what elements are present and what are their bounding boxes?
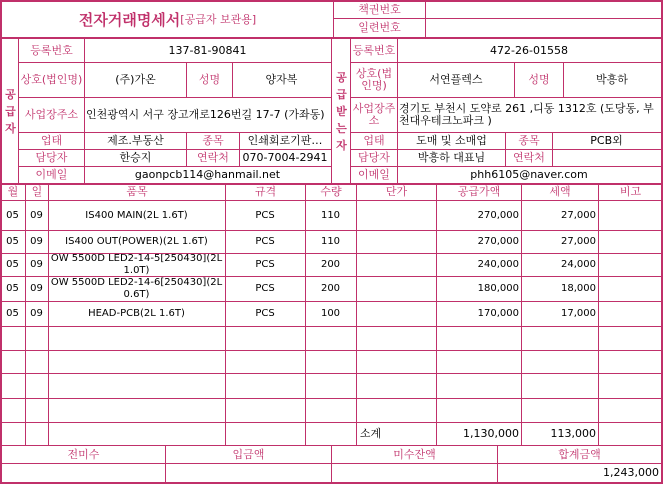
supplier-email: gaonpcb114@hanmail.net <box>134 168 281 181</box>
receiver-address: 경기도 부천시 도약로 261 ,디동 1312호 (도당동, 부천대우테크노파크 ) <box>399 102 654 127</box>
v-line <box>305 183 306 446</box>
receiver-company: 서연플렉스 <box>429 73 483 86</box>
supplier-phone: 070-7004-2941 <box>242 151 328 164</box>
supplier-reg-no: 137-81-90841 <box>168 43 247 57</box>
cell-supply: 270,000 <box>477 236 519 247</box>
cell-tax: 27,000 <box>561 209 596 221</box>
cell-note <box>600 201 660 230</box>
deposit-label: 입금액 <box>232 447 265 461</box>
cell-item: HEAD-PCB(2L 1.6T) <box>88 308 185 319</box>
cell-day: 09 <box>30 209 43 221</box>
cell-item: IS400 MAIN(2L 1.6T) <box>85 209 188 221</box>
receiver-name: 박흥하 <box>596 73 628 86</box>
cell-qty: 110 <box>320 209 341 221</box>
receiver-biz-item: PCB외 <box>590 134 623 147</box>
v-line <box>225 183 226 446</box>
col-note-header: 비고 <box>619 185 642 198</box>
supplier-biz-type: 제조.부동산 <box>107 134 164 147</box>
col-qty-header: 수량 <box>320 185 342 198</box>
v-line <box>598 183 599 446</box>
deposit <box>166 464 329 482</box>
cell-unit_price <box>358 302 434 326</box>
cell-day: 09 <box>30 259 43 270</box>
supplier-biz-type-label: 업태 <box>40 134 63 147</box>
supplier-name: 양자복 <box>265 73 298 86</box>
col-item-header: 품목 <box>126 185 148 198</box>
receiver-side-label: 공급받는자 <box>336 70 347 152</box>
v-line <box>48 183 49 446</box>
cell-qty: 100 <box>320 308 341 319</box>
cell-supply: 270,000 <box>477 209 519 221</box>
cell-item: OW 5500D LED2-14-5[250430](2L 1.0T) <box>50 254 223 276</box>
supplier-name-label: 성명 <box>198 73 221 86</box>
receiver-biz-type-label: 업태 <box>363 134 385 147</box>
cell-month: 05 <box>6 236 19 247</box>
receiver-reg-no: 472-26-01558 <box>490 43 568 57</box>
cell-note <box>600 254 660 276</box>
subtotal-label: 소계 <box>359 427 382 440</box>
cell-note <box>600 231 660 253</box>
v-line <box>356 183 357 446</box>
cell-supply: 170,000 <box>477 308 519 319</box>
cell-spec: PCS <box>255 236 275 247</box>
unpaid-label: 미수잔액 <box>393 447 436 461</box>
cell-month: 05 <box>6 308 19 319</box>
supplier-email-label: 이메일 <box>35 168 68 181</box>
cell-qty: 110 <box>320 236 341 247</box>
cell-unit_price <box>358 201 434 230</box>
cell-month: 05 <box>6 209 19 221</box>
h-line <box>0 326 663 327</box>
receiver-biz-item-label: 종목 <box>518 134 540 147</box>
document-title <box>2 2 333 37</box>
col-spec-header: 규격 <box>254 185 277 198</box>
supplier-address-label: 사업장주소 <box>24 108 79 121</box>
v-line <box>331 37 332 184</box>
cell-tax: 18,000 <box>561 283 596 294</box>
cell-day: 09 <box>30 236 43 247</box>
receiver-phone-label: 연락처 <box>513 151 545 164</box>
cell-tax: 27,000 <box>561 236 596 247</box>
cell-day: 09 <box>30 283 43 294</box>
receiver-manager-label: 담당자 <box>358 151 390 164</box>
total-label: 합계금액 <box>558 447 601 461</box>
v-line <box>425 0 426 38</box>
v-line <box>436 183 437 446</box>
supplier-phone-label: 연락처 <box>197 151 229 164</box>
cell-item: OW 5500D LED2-14-6[250430](2L 0.6T) <box>50 277 223 300</box>
cell-supply: 180,000 <box>477 283 519 294</box>
receiver-email: phh6105@naver.com <box>470 168 588 181</box>
cell-spec: PCS <box>255 308 275 319</box>
cell-note <box>600 302 660 326</box>
receiver-reg-no-label: 등록번호 <box>352 43 396 57</box>
total: 1,243,000 <box>603 466 659 479</box>
receiver-name-label: 성명 <box>528 73 550 86</box>
cell-tax: 24,000 <box>561 259 596 270</box>
cell-qty: 200 <box>320 283 341 294</box>
col-tax-header: 세액 <box>549 185 571 198</box>
supplier-side-label: 공급자 <box>5 87 16 135</box>
unpaid <box>332 464 495 482</box>
cell-day: 09 <box>30 308 43 319</box>
cell-item: IS400 OUT(POWER)(2L 1.6T) <box>65 236 208 247</box>
cell-spec: PCS <box>255 209 275 221</box>
prev-balance <box>2 464 163 482</box>
subtotal-tax: 113,000 <box>550 427 596 440</box>
receiver-manager: 박흥하 대표님 <box>417 151 486 164</box>
cell-spec: PCS <box>255 283 275 294</box>
cell-unit_price <box>358 254 434 276</box>
col-day-header: 일 <box>31 185 43 198</box>
supplier-address: 인천광역시 서구 장고개로126번길 17-7 (가좌동) <box>86 108 325 121</box>
cell-supply: 240,000 <box>477 259 519 270</box>
cell-month: 05 <box>6 283 19 294</box>
serial-no-label: 일련번호 <box>358 21 401 34</box>
prev-balance-label: 전미수 <box>67 447 100 461</box>
supplier-manager-label: 담당자 <box>35 151 68 164</box>
h-line <box>0 350 663 351</box>
supplier-reg-no-label: 등록번호 <box>30 43 73 57</box>
cell-unit_price <box>358 277 434 301</box>
receiver-phone <box>553 150 660 166</box>
col-month-header: 월 <box>7 185 19 198</box>
receiver-address-label: 사업장주소 <box>352 102 396 127</box>
title-main: 전자거래명세서 <box>78 10 181 29</box>
title-suffix: [공급자 보관용] <box>180 12 257 26</box>
cell-unit_price <box>358 231 434 253</box>
subtotal-supply: 1,130,000 <box>463 427 519 440</box>
supplier-company-label: 상호(법인명) <box>20 73 83 86</box>
h-line <box>0 398 663 399</box>
cell-spec: PCS <box>255 259 275 270</box>
supplier-company: (주)가온 <box>115 73 156 86</box>
receiver-email-label: 이메일 <box>358 168 390 181</box>
col-supply-header: 공급가액 <box>457 185 501 198</box>
v-line <box>25 183 26 446</box>
cell-qty: 200 <box>320 259 341 270</box>
col-unit-price-header: 단가 <box>385 185 408 198</box>
h-line <box>0 373 663 374</box>
receiver-company-label: 상호(법인명) <box>355 67 393 92</box>
cell-tax: 17,000 <box>561 308 596 319</box>
book-no-label: 책권번호 <box>358 2 401 16</box>
supplier-biz-item-label: 종목 <box>202 134 224 147</box>
cell-month: 05 <box>6 259 19 270</box>
v-line <box>521 183 522 446</box>
supplier-biz-item: 인쇄회로기판… <box>247 134 323 147</box>
cell-note <box>600 277 660 301</box>
supplier-manager: 한승지 <box>119 151 152 164</box>
receiver-biz-type: 도매 및 소매업 <box>416 134 487 147</box>
